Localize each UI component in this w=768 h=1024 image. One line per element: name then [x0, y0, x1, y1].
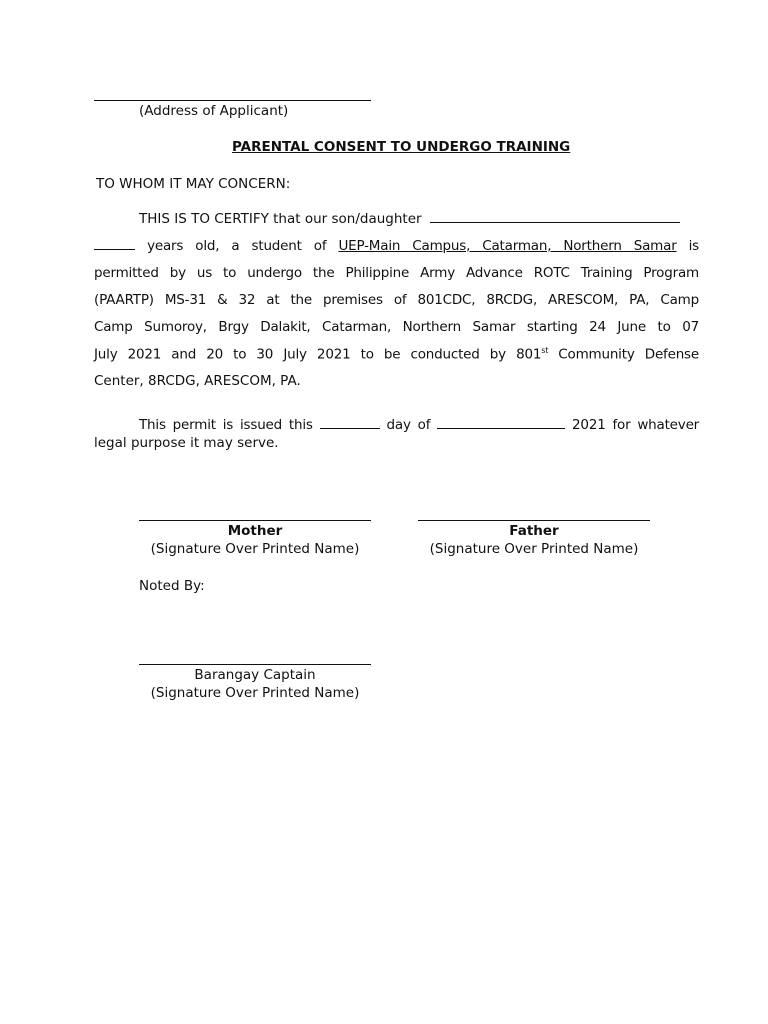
child-name-blank	[430, 211, 680, 223]
year-text: 2021 for whatever	[572, 417, 700, 433]
month-blank	[437, 417, 565, 429]
father-signature-line	[418, 520, 650, 521]
captain-signature-caption: (Signature Over Printed Name)	[150, 685, 360, 701]
captain-signature-line	[139, 664, 371, 665]
community-defense-text: Community Defense	[558, 346, 699, 363]
conducted-by-text: July 2021 and 20 to 30 July 2021 to be conducted by 801	[94, 346, 542, 363]
address-signature-line	[94, 100, 371, 101]
permit-issued-text: This permit is issued this	[139, 417, 313, 433]
body-line-7: Center, 8RCDG, ARESCOM, PA.	[94, 373, 301, 389]
body-line-3: permitted by us to undergo the Philippine Army Advance ROTC Training Program	[94, 265, 699, 281]
ordinal-suffix: st	[541, 346, 549, 355]
father-signature-caption: (Signature Over Printed Name)	[429, 541, 639, 557]
school-name: UEP-Main Campus, Catarman, Northern Samar	[338, 238, 677, 254]
salutation: TO WHOM IT MAY CONCERN:	[96, 176, 291, 192]
father-label: Father	[509, 523, 559, 539]
address-caption: (Address of Applicant)	[139, 103, 289, 119]
age-blank	[94, 238, 135, 250]
is-text: is	[688, 238, 700, 254]
permit-line-2: legal purpose it may serve.	[94, 435, 279, 451]
mother-label: Mother	[227, 523, 283, 539]
permit-line-1	[139, 417, 699, 433]
noted-by-label: Noted By:	[139, 578, 205, 594]
captain-label: Barangay Captain	[194, 667, 316, 683]
day-blank	[320, 417, 380, 429]
certify-text: THIS IS TO CERTIFY that our son/daughter	[139, 211, 422, 227]
body-line-1	[139, 211, 680, 227]
body-line-5: Camp Sumoroy, Brgy Dalakit, Catarman, Northern Samar starting 24 June to 07	[94, 319, 699, 335]
student-of-text: years old, a student of	[147, 238, 327, 254]
body-line-2	[94, 238, 699, 254]
document-title: PARENTAL CONSENT TO UNDERGO TRAINING	[232, 139, 571, 155]
mother-signature-line	[139, 520, 371, 521]
body-line-6	[94, 346, 699, 363]
body-line-4: (PAARTP) MS-31 & 32 at the premises of 801CDC, 8RCDG, ARESCOM, PA, Camp	[94, 292, 699, 308]
day-of-text: day of	[386, 417, 431, 433]
mother-signature-caption: (Signature Over Printed Name)	[150, 541, 360, 557]
